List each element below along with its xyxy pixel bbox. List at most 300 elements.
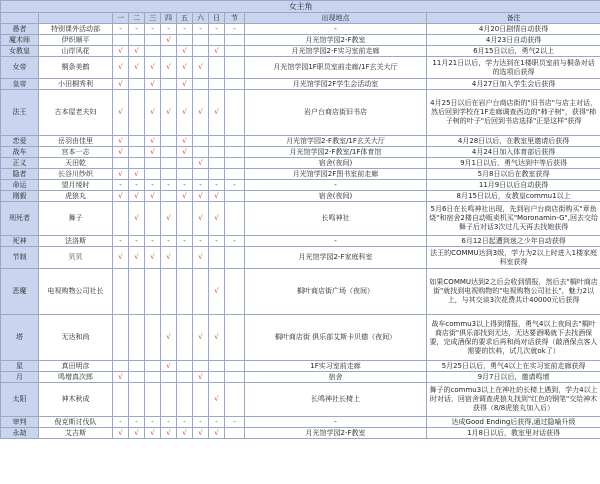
day-mark: - <box>161 417 177 428</box>
arcana-cell: 法王 <box>1 90 39 136</box>
day-mark <box>193 136 209 147</box>
arcana-cell: 战车 <box>1 147 39 158</box>
location-cell: 月光馆学园2-F教室/1F玄关大厅 <box>245 136 427 147</box>
day-mark <box>161 191 177 202</box>
day-mark: √ <box>177 57 193 79</box>
day-mark: √ <box>161 202 177 236</box>
header-cell: 日 <box>209 13 225 24</box>
table-row <box>1 315 600 361</box>
day-mark: √ <box>193 315 209 361</box>
arcana-cell: 审判 <box>1 417 39 428</box>
day-mark <box>161 383 177 417</box>
day-mark <box>145 372 161 383</box>
day-mark <box>129 90 145 136</box>
header-cell: 四 <box>161 13 177 24</box>
day-mark: √ <box>209 428 225 439</box>
day-mark: √ <box>209 202 225 236</box>
day-mark <box>113 158 129 169</box>
day-mark <box>129 372 145 383</box>
character-name: 贝贝 <box>39 247 113 269</box>
table-row <box>1 417 600 428</box>
day-mark: - <box>145 24 161 35</box>
day-mark <box>177 202 193 236</box>
table-row <box>1 236 600 247</box>
remark-cell: 舞子的commu3以上在神社的长椅上遇到，学力4以上时对话，回宿舍调查虎狼丸找到"红色的钢笔"交给神木获得（8/8虎狼丸加入后） <box>427 383 600 417</box>
day-mark: - <box>193 24 209 35</box>
day-mark <box>225 90 245 136</box>
day-mark: - <box>177 417 193 428</box>
day-mark <box>225 428 245 439</box>
table-row <box>1 269 600 315</box>
day-mark <box>225 79 245 90</box>
character-name: 倪克斯讨伐队 <box>39 417 113 428</box>
day-mark: √ <box>129 202 145 236</box>
day-mark <box>225 202 245 236</box>
arcana-cell: 月 <box>1 372 39 383</box>
day-mark: √ <box>177 136 193 147</box>
day-mark <box>225 191 245 202</box>
arcana-cell: 恶魔 <box>1 269 39 315</box>
location-cell: - <box>245 236 427 247</box>
day-mark <box>129 269 145 315</box>
table-row <box>1 24 600 35</box>
day-mark: √ <box>161 57 177 79</box>
location-cell: 月光馆学园2-F实习室前走廊 <box>245 46 427 57</box>
remark-cell: 9月7日以后，邀请鸣增 <box>427 372 600 383</box>
day-mark <box>113 361 129 372</box>
day-mark: √ <box>209 383 225 417</box>
header-cell: 五 <box>177 13 193 24</box>
day-mark: √ <box>193 428 209 439</box>
day-mark <box>225 136 245 147</box>
remark-cell: 4月23日自动获得 <box>427 35 600 46</box>
day-mark <box>129 315 145 361</box>
remark-cell: 法王的COMMU达到3级，学力为2以上时进入1楼家庭科室获得 <box>427 247 600 269</box>
character-name: 电视购物公司社长 <box>39 269 113 315</box>
character-name: 真田明彦 <box>39 361 113 372</box>
day-mark <box>193 46 209 57</box>
day-mark <box>209 147 225 158</box>
day-mark <box>225 57 245 79</box>
day-mark <box>177 158 193 169</box>
arcana-cell: 太阳 <box>1 383 39 417</box>
day-mark: √ <box>193 158 209 169</box>
character-name: 宫本一志 <box>39 147 113 158</box>
day-mark <box>145 46 161 57</box>
day-mark: √ <box>161 90 177 136</box>
table-row <box>1 46 600 57</box>
day-mark <box>209 57 225 79</box>
day-mark: √ <box>129 57 145 79</box>
day-mark <box>161 46 177 57</box>
day-mark <box>145 202 161 236</box>
day-mark: √ <box>145 90 161 136</box>
day-mark: √ <box>177 147 193 158</box>
day-mark: √ <box>145 247 161 269</box>
location-cell: 岩户台商店街旧书店 <box>245 90 427 136</box>
day-mark <box>225 158 245 169</box>
day-mark <box>145 35 161 46</box>
day-mark: √ <box>129 46 145 57</box>
remark-cell: 4月28日以后，在教室里邀请后获得 <box>427 136 600 147</box>
day-mark: √ <box>177 46 193 57</box>
day-mark <box>145 269 161 315</box>
arcana-cell: 节制 <box>1 247 39 269</box>
remark-cell: 4月27日加入学生会后获得 <box>427 79 600 90</box>
character-name: 舞子 <box>39 202 113 236</box>
day-mark <box>177 361 193 372</box>
day-mark: - <box>225 236 245 247</box>
day-mark: - <box>113 24 129 35</box>
day-mark <box>161 147 177 158</box>
location-cell: 长鸣神社 <box>245 202 427 236</box>
day-mark <box>145 383 161 417</box>
day-mark: √ <box>193 202 209 236</box>
day-mark <box>225 383 245 417</box>
character-name: 伊织顺平 <box>39 35 113 46</box>
day-mark: √ <box>145 191 161 202</box>
table-title: 女主角 <box>1 1 600 13</box>
day-mark <box>129 383 145 417</box>
day-mark <box>161 79 177 90</box>
table-row <box>1 191 600 202</box>
table-row <box>1 428 600 439</box>
header-cell: 二 <box>129 13 145 24</box>
day-mark <box>113 383 129 417</box>
day-mark <box>177 383 193 417</box>
day-mark: √ <box>145 79 161 90</box>
day-mark: - <box>129 180 145 191</box>
day-mark <box>177 169 193 180</box>
day-mark <box>129 147 145 158</box>
day-mark: √ <box>113 79 129 90</box>
character-name: 古本屋老夫妇 <box>39 90 113 136</box>
day-mark <box>113 269 129 315</box>
day-mark <box>209 136 225 147</box>
table-row <box>1 136 600 147</box>
day-mark: - <box>161 24 177 35</box>
location-cell: 宿舍(夜间) <box>245 191 427 202</box>
location-cell: 月光馆学园2-F教室 <box>245 428 427 439</box>
day-mark <box>161 169 177 180</box>
day-mark <box>225 372 245 383</box>
remark-cell: 4月20日剧情自动获得 <box>427 24 600 35</box>
day-mark <box>129 158 145 169</box>
day-mark <box>177 35 193 46</box>
location-cell: 月光馆学园2F学生会活动室 <box>245 79 427 90</box>
day-mark: √ <box>113 90 129 136</box>
arcana-cell: 死神 <box>1 236 39 247</box>
day-mark: √ <box>145 428 161 439</box>
day-mark: - <box>177 24 193 35</box>
day-mark: - <box>209 180 225 191</box>
title-row <box>1 1 600 13</box>
remark-cell: 9月1日以后，勇气达到中等后获得 <box>427 158 600 169</box>
day-mark <box>193 169 209 180</box>
location-cell: - <box>245 417 427 428</box>
remark-cell: 5月6日在长鸣神社出现，先到岩户台商店街购买"章鱼烧"和宿舍2楼自动贩卖机买"Moronamin-G",回去交给舞子后对话3次过几天再去找她获得 <box>427 202 600 236</box>
arcana-cell: 刚毅 <box>1 191 39 202</box>
day-mark: - <box>177 236 193 247</box>
day-mark: √ <box>145 57 161 79</box>
day-mark: √ <box>177 79 193 90</box>
day-mark: - <box>113 180 129 191</box>
arcana-cell: 女帝 <box>1 57 39 79</box>
arcana-cell: 魔术师 <box>1 35 39 46</box>
character-name: 无达和尚 <box>39 315 113 361</box>
day-mark <box>193 147 209 158</box>
arcana-cell: 永劫 <box>1 428 39 439</box>
location-cell: 月光馆学园2F图书室前走廊 <box>245 169 427 180</box>
table-row <box>1 361 600 372</box>
character-name: 艾吉斯 <box>39 428 113 439</box>
character-name: 特别课外活动部 <box>39 24 113 35</box>
day-mark: √ <box>193 372 209 383</box>
day-mark: √ <box>113 169 129 180</box>
remark-cell: 8月15日以后，女教皇commu1以上 <box>427 191 600 202</box>
remark-cell: 5月8日以后在教室获得 <box>427 169 600 180</box>
day-mark <box>225 147 245 158</box>
day-mark <box>193 79 209 90</box>
day-mark: √ <box>113 372 129 383</box>
table-row <box>1 372 600 383</box>
table-row <box>1 35 600 46</box>
arcana-cell: 恋爱 <box>1 136 39 147</box>
location-cell: - <box>245 180 427 191</box>
day-mark: √ <box>113 57 129 79</box>
day-mark <box>129 79 145 90</box>
day-mark: - <box>161 180 177 191</box>
header-cell: 出现地点 <box>245 13 427 24</box>
remark-cell: 如果COMMU达到2之后会收到情报，然后去"榈叶商店街"就找到电视购物的"电视购物公司社长"，魅力2以上，与其交谈3次花费共计40000元后获得 <box>427 269 600 315</box>
arcana-cell: 正义 <box>1 158 39 169</box>
header-cell: 三 <box>145 13 161 24</box>
character-name: 小田桐秀利 <box>39 79 113 90</box>
day-mark: √ <box>129 169 145 180</box>
remark-cell: 战车commu3以上得到情报，勇气4以上夜间去"榈叶商店街"俱乐部找到无达，无达要酒喝就下去找酒保要，完成酒保的要求后再和尚对话获得（敲酒保点客人需要的饮料，试几次就ok了） <box>427 315 600 361</box>
character-name: 虎狼丸 <box>39 191 113 202</box>
day-mark <box>145 169 161 180</box>
header-cell: 一 <box>113 13 129 24</box>
day-mark: √ <box>129 191 145 202</box>
character-name: 岳羽由佳里 <box>39 136 113 147</box>
arcana-cell: 皇帝 <box>1 79 39 90</box>
day-mark <box>113 202 129 236</box>
remark-cell: 11月21日以后，学力达到在1楼职员室前与桐条对话的选项后获得 <box>427 57 600 79</box>
day-mark: - <box>225 417 245 428</box>
day-mark <box>193 269 209 315</box>
day-mark <box>177 247 193 269</box>
day-mark: - <box>177 180 193 191</box>
day-mark <box>225 247 245 269</box>
header-cell: 备注 <box>427 13 600 24</box>
location-cell: - <box>245 24 427 35</box>
arcana-cell: 刑死者 <box>1 202 39 236</box>
day-mark: √ <box>161 428 177 439</box>
day-mark: √ <box>129 247 145 269</box>
day-mark <box>177 372 193 383</box>
day-mark: √ <box>113 136 129 147</box>
day-mark: √ <box>161 361 177 372</box>
day-mark <box>209 158 225 169</box>
day-mark <box>225 35 245 46</box>
day-mark: - <box>145 417 161 428</box>
arcana-cell: 命运 <box>1 180 39 191</box>
remark-cell: 4月25日以后在岩户台商店街的"旧书店"与店主对话，然后回到学校在1F走廊调查西边的"柿子树"，获得"柿子树的叶子"后回到书店选择"正是这样"获得 <box>427 90 600 136</box>
day-mark <box>193 383 209 417</box>
day-mark: √ <box>193 57 209 79</box>
day-mark: √ <box>145 136 161 147</box>
day-mark: √ <box>209 191 225 202</box>
header-row <box>1 13 600 24</box>
day-mark: - <box>193 417 209 428</box>
table-row <box>1 57 600 79</box>
character-name: 神木秋成 <box>39 383 113 417</box>
day-mark: √ <box>209 269 225 315</box>
day-mark <box>193 35 209 46</box>
day-mark: √ <box>145 147 161 158</box>
day-mark: - <box>209 417 225 428</box>
day-mark <box>209 372 225 383</box>
table-row <box>1 247 600 269</box>
day-mark: √ <box>113 46 129 57</box>
table-row <box>1 169 600 180</box>
location-cell: 榈叶商店街 俱乐部艾斯卡贝德（夜间） <box>245 315 427 361</box>
day-mark: - <box>193 236 209 247</box>
day-mark <box>209 247 225 269</box>
arcana-cell: 女教皇 <box>1 46 39 57</box>
day-mark: - <box>225 180 245 191</box>
day-mark <box>145 315 161 361</box>
location-cell: 月光馆学园2-F教室 <box>245 35 427 46</box>
table-row <box>1 147 600 158</box>
day-mark <box>113 315 129 361</box>
remark-cell: 1月8日以后，教室里对话获得 <box>427 428 600 439</box>
day-mark: - <box>209 236 225 247</box>
location-cell: 月光馆学园2-F家庭科室 <box>245 247 427 269</box>
location-cell: 长鸣神社长椅上 <box>245 383 427 417</box>
character-name: 长谷川纱织 <box>39 169 113 180</box>
remark-cell: 6月12日起遭到迷之少年自动获得 <box>427 236 600 247</box>
day-mark <box>129 361 145 372</box>
location-cell: 榈叶商店街广场（夜间） <box>245 269 427 315</box>
day-mark: - <box>113 417 129 428</box>
day-mark: √ <box>193 191 209 202</box>
location-cell: 宿舍 <box>245 372 427 383</box>
header-cell: 六 <box>193 13 209 24</box>
character-name: 鸣增真次郎 <box>39 372 113 383</box>
day-mark: √ <box>113 247 129 269</box>
day-mark: √ <box>193 247 209 269</box>
day-mark: - <box>209 24 225 35</box>
character-name: 桐条美鹤 <box>39 57 113 79</box>
day-mark: √ <box>161 35 177 46</box>
day-mark <box>161 158 177 169</box>
day-mark <box>177 315 193 361</box>
day-mark: - <box>225 24 245 35</box>
remark-cell: 6月15日以后，勇气2以上 <box>427 46 600 57</box>
day-mark <box>113 35 129 46</box>
table-row <box>1 180 600 191</box>
day-mark: √ <box>209 315 225 361</box>
arcana-cell: 塔 <box>1 315 39 361</box>
remark-cell: 达成Good Ending后获得,通过隐喻升级 <box>427 417 600 428</box>
day-mark: √ <box>177 191 193 202</box>
day-mark <box>145 361 161 372</box>
table-row <box>1 202 600 236</box>
header-cell <box>39 13 113 24</box>
character-name: 法洛斯 <box>39 236 113 247</box>
remark-cell: 4月24日加入体育部后获得 <box>427 147 600 158</box>
arcana-cell: 愚者 <box>1 24 39 35</box>
day-mark <box>209 361 225 372</box>
day-mark <box>225 169 245 180</box>
day-mark: √ <box>177 428 193 439</box>
table-row <box>1 158 600 169</box>
arcana-cell: 隐者 <box>1 169 39 180</box>
day-mark <box>161 372 177 383</box>
day-mark <box>145 158 161 169</box>
character-name: 山岸风花 <box>39 46 113 57</box>
day-mark: - <box>145 180 161 191</box>
day-mark <box>193 361 209 372</box>
day-mark <box>225 361 245 372</box>
table-row <box>1 90 600 136</box>
day-mark: √ <box>161 247 177 269</box>
location-cell: 月光馆学园1F职员室前走廊/1F玄关大厅 <box>245 57 427 79</box>
day-mark: - <box>129 24 145 35</box>
day-mark: √ <box>129 428 145 439</box>
location-cell: 月光馆学园2-F教室/1F体育馆 <box>245 147 427 158</box>
character-name: 望月绫时 <box>39 180 113 191</box>
day-mark: - <box>145 236 161 247</box>
header-cell <box>1 13 39 24</box>
day-mark <box>129 136 145 147</box>
location-cell: 宿舍(夜间) <box>245 158 427 169</box>
day-mark <box>225 46 245 57</box>
location-cell: 1F实习室前走廊 <box>245 361 427 372</box>
table-row <box>1 383 600 417</box>
day-mark: √ <box>209 90 225 136</box>
day-mark: √ <box>193 90 209 136</box>
day-mark <box>161 136 177 147</box>
day-mark <box>209 169 225 180</box>
day-mark: √ <box>113 147 129 158</box>
day-mark <box>129 35 145 46</box>
day-mark <box>225 315 245 361</box>
day-mark: √ <box>161 315 177 361</box>
arcana-cell: 星 <box>1 361 39 372</box>
day-mark <box>161 269 177 315</box>
table-row <box>1 79 600 90</box>
remark-cell: 11月9日以后自动获得 <box>427 180 600 191</box>
day-mark: √ <box>113 428 129 439</box>
day-mark <box>209 79 225 90</box>
day-mark: √ <box>177 90 193 136</box>
character-name: 天田乾 <box>39 158 113 169</box>
day-mark: - <box>161 236 177 247</box>
remark-cell: 5月25日以后，勇气4以上在实习室前走廊获得 <box>427 361 600 372</box>
header-cell: 节 <box>225 13 245 24</box>
day-mark <box>177 269 193 315</box>
day-mark: - <box>193 180 209 191</box>
day-mark <box>209 35 225 46</box>
day-mark <box>225 269 245 315</box>
day-mark: √ <box>113 191 129 202</box>
day-mark: - <box>113 236 129 247</box>
day-mark: - <box>129 236 145 247</box>
day-mark: - <box>129 417 145 428</box>
